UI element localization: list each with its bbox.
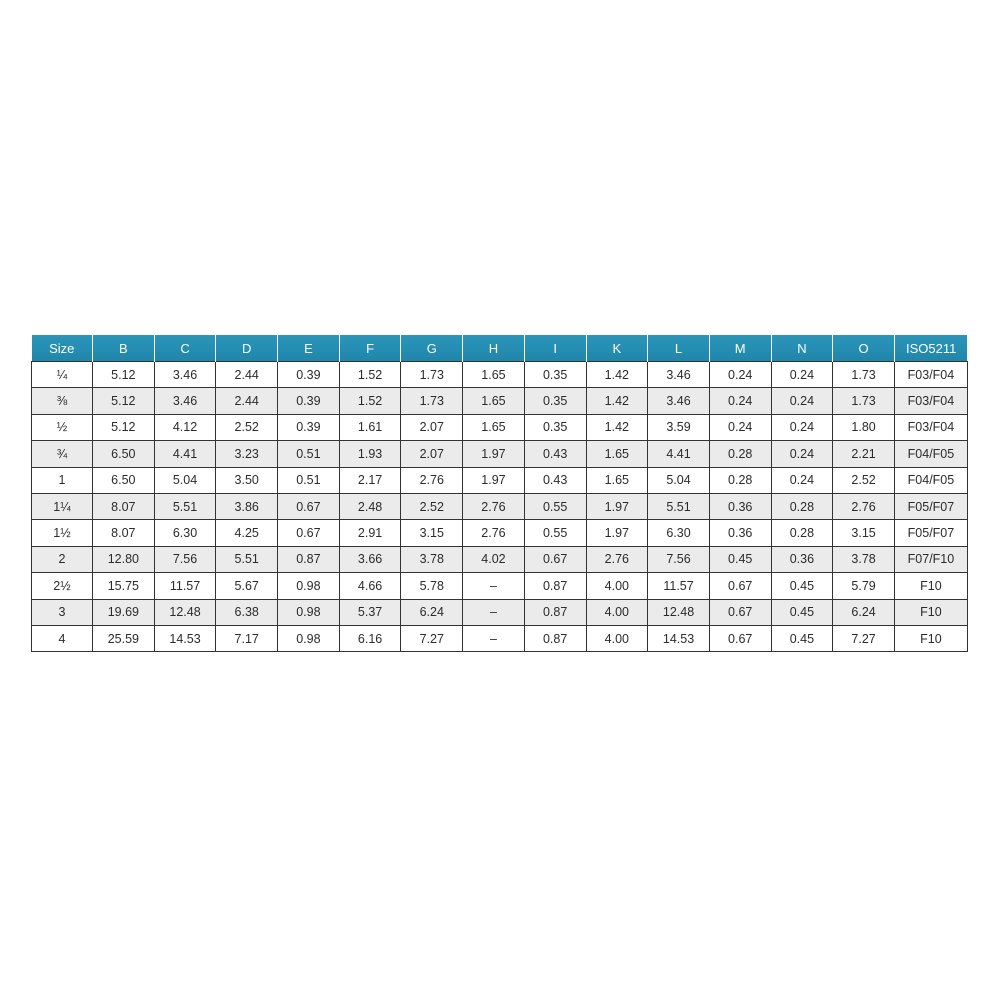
- table-row: [32, 546, 968, 572]
- table-cell: 8.07: [93, 520, 155, 546]
- table-cell: 3.59: [648, 414, 710, 440]
- table-cell: 6.30: [154, 520, 216, 546]
- column-header-c: C: [154, 335, 216, 362]
- table-cell: 1.65: [463, 362, 525, 388]
- table-cell: F05/F07: [894, 493, 967, 519]
- table-cell: 0.28: [771, 520, 833, 546]
- table-cell: 3.86: [216, 493, 278, 519]
- table-cell: 3.78: [833, 546, 895, 572]
- table-cell: 12.80: [93, 546, 155, 572]
- column-header-m: M: [709, 335, 771, 362]
- table-cell: 4.02: [463, 546, 525, 572]
- table-cell: 0.98: [278, 599, 340, 625]
- size-cell: 1: [32, 467, 93, 493]
- dimensions-table-container: [31, 335, 964, 652]
- table-cell: 3.15: [833, 520, 895, 546]
- table-cell: 0.67: [709, 625, 771, 651]
- column-header-k: K: [586, 335, 648, 362]
- table-cell: 0.45: [709, 546, 771, 572]
- column-header-iso5211: ISO5211: [894, 335, 967, 362]
- size-cell: 4: [32, 625, 93, 651]
- table-row: [32, 573, 968, 599]
- table-cell: 4.25: [216, 520, 278, 546]
- table-cell: 3.46: [648, 388, 710, 414]
- table-cell: 4.00: [586, 573, 648, 599]
- size-cell: ¼: [32, 362, 93, 388]
- table-cell: 2.21: [833, 441, 895, 467]
- table-cell: 8.07: [93, 493, 155, 519]
- table-cell: 0.35: [524, 414, 586, 440]
- table-cell: 1.65: [586, 467, 648, 493]
- table-cell: 4.41: [154, 441, 216, 467]
- table-cell: 1.73: [833, 388, 895, 414]
- table-cell: 1.52: [339, 362, 401, 388]
- table-cell: 2.44: [216, 388, 278, 414]
- table-cell: 6.50: [93, 467, 155, 493]
- table-cell: 2.52: [401, 493, 463, 519]
- column-header-b: B: [93, 335, 155, 362]
- table-cell: 0.87: [524, 573, 586, 599]
- table-cell: 7.27: [401, 625, 463, 651]
- table-cell: 3.46: [154, 362, 216, 388]
- table-cell: 3.78: [401, 546, 463, 572]
- table-cell: F03/F04: [894, 414, 967, 440]
- table-cell: 3.15: [401, 520, 463, 546]
- table-cell: 0.24: [771, 388, 833, 414]
- table-cell: 5.04: [154, 467, 216, 493]
- table-cell: 1.52: [339, 388, 401, 414]
- table-cell: 2.07: [401, 441, 463, 467]
- column-header-size: Size: [32, 335, 93, 362]
- table-cell: F10: [894, 573, 967, 599]
- table-cell: 1.97: [463, 467, 525, 493]
- table-cell: 6.24: [833, 599, 895, 625]
- table-cell: 5.79: [833, 573, 895, 599]
- table-cell: 4.41: [648, 441, 710, 467]
- table-cell: 0.67: [278, 520, 340, 546]
- table-cell: 1.93: [339, 441, 401, 467]
- table-row: [32, 362, 968, 388]
- column-header-f: F: [339, 335, 401, 362]
- table-cell: 3.23: [216, 441, 278, 467]
- table-cell: 2.76: [463, 520, 525, 546]
- table-cell: F10: [894, 599, 967, 625]
- table-row: [32, 599, 968, 625]
- table-cell: 7.56: [154, 546, 216, 572]
- table-cell: 0.45: [771, 599, 833, 625]
- table-cell: 1.61: [339, 414, 401, 440]
- column-header-i: I: [524, 335, 586, 362]
- column-header-d: D: [216, 335, 278, 362]
- table-cell: 5.04: [648, 467, 710, 493]
- table-cell: 0.36: [771, 546, 833, 572]
- table-cell: 3.46: [648, 362, 710, 388]
- table-cell: F04/F05: [894, 467, 967, 493]
- dimensions-table: [31, 335, 968, 652]
- table-cell: 0.28: [771, 493, 833, 519]
- table-cell: 0.35: [524, 362, 586, 388]
- column-header-g: G: [401, 335, 463, 362]
- table-cell: 1.80: [833, 414, 895, 440]
- table-cell: 0.45: [771, 573, 833, 599]
- table-row: [32, 520, 968, 546]
- size-cell: 1¼: [32, 493, 93, 519]
- table-cell: 2.07: [401, 414, 463, 440]
- table-cell: 0.35: [524, 388, 586, 414]
- table-row: [32, 388, 968, 414]
- table-cell: 2.91: [339, 520, 401, 546]
- size-cell: 3: [32, 599, 93, 625]
- table-cell: 1.73: [401, 362, 463, 388]
- table-cell: 0.67: [278, 493, 340, 519]
- table-cell: 25.59: [93, 625, 155, 651]
- table-cell: 11.57: [154, 573, 216, 599]
- table-cell: 0.28: [709, 441, 771, 467]
- table-cell: 1.42: [586, 388, 648, 414]
- table-cell: –: [463, 573, 525, 599]
- table-cell: 1.73: [401, 388, 463, 414]
- size-cell: ⅜: [32, 388, 93, 414]
- table-cell: 5.78: [401, 573, 463, 599]
- table-cell: 1.73: [833, 362, 895, 388]
- table-cell: 1.97: [586, 520, 648, 546]
- table-cell: 0.24: [771, 467, 833, 493]
- table-cell: 2.44: [216, 362, 278, 388]
- table-cell: F03/F04: [894, 388, 967, 414]
- table-cell: 1.42: [586, 414, 648, 440]
- table-cell: 0.55: [524, 520, 586, 546]
- table-cell: 6.24: [401, 599, 463, 625]
- table-cell: 14.53: [154, 625, 216, 651]
- table-cell: 5.51: [216, 546, 278, 572]
- table-cell: 1.97: [586, 493, 648, 519]
- table-cell: 0.98: [278, 573, 340, 599]
- table-cell: F04/F05: [894, 441, 967, 467]
- table-cell: 19.69: [93, 599, 155, 625]
- table-cell: 2.76: [833, 493, 895, 519]
- table-cell: 0.24: [709, 362, 771, 388]
- table-cell: 4.12: [154, 414, 216, 440]
- table-cell: 0.28: [709, 467, 771, 493]
- table-cell: 4.66: [339, 573, 401, 599]
- table-cell: 2.52: [833, 467, 895, 493]
- table-cell: 0.55: [524, 493, 586, 519]
- table-cell: 0.39: [278, 414, 340, 440]
- table-cell: 2.76: [463, 493, 525, 519]
- table-body: [32, 362, 968, 652]
- table-cell: 5.51: [648, 493, 710, 519]
- table-cell: 0.87: [524, 625, 586, 651]
- table-row: [32, 493, 968, 519]
- header-row: [32, 335, 968, 362]
- table-cell: 15.75: [93, 573, 155, 599]
- column-header-e: E: [278, 335, 340, 362]
- table-cell: 1.65: [463, 388, 525, 414]
- table-cell: 5.12: [93, 414, 155, 440]
- table-cell: 0.39: [278, 362, 340, 388]
- table-cell: 6.38: [216, 599, 278, 625]
- table-cell: 2.76: [586, 546, 648, 572]
- table-cell: 1.42: [586, 362, 648, 388]
- table-cell: 0.67: [709, 573, 771, 599]
- table-cell: 0.43: [524, 467, 586, 493]
- table-cell: 14.53: [648, 625, 710, 651]
- table-cell: 7.17: [216, 625, 278, 651]
- table-cell: 5.12: [93, 388, 155, 414]
- table-cell: 0.24: [771, 414, 833, 440]
- table-cell: 1.65: [463, 414, 525, 440]
- table-cell: 0.36: [709, 520, 771, 546]
- table-cell: 7.56: [648, 546, 710, 572]
- table-cell: 12.48: [648, 599, 710, 625]
- size-cell: ¾: [32, 441, 93, 467]
- table-cell: 7.27: [833, 625, 895, 651]
- table-cell: –: [463, 599, 525, 625]
- table-cell: –: [463, 625, 525, 651]
- table-cell: 3.66: [339, 546, 401, 572]
- table-cell: 4.00: [586, 599, 648, 625]
- table-cell: 6.16: [339, 625, 401, 651]
- table-cell: 2.17: [339, 467, 401, 493]
- table-cell: 1.97: [463, 441, 525, 467]
- table-cell: 5.37: [339, 599, 401, 625]
- table-row: [32, 625, 968, 651]
- table-row: [32, 441, 968, 467]
- table-cell: 0.87: [278, 546, 340, 572]
- table-cell: 2.52: [216, 414, 278, 440]
- table-cell: F10: [894, 625, 967, 651]
- table-cell: 5.67: [216, 573, 278, 599]
- table-cell: 0.39: [278, 388, 340, 414]
- table-cell: 0.67: [709, 599, 771, 625]
- table-cell: 5.51: [154, 493, 216, 519]
- table-cell: 1.65: [586, 441, 648, 467]
- table-cell: 0.98: [278, 625, 340, 651]
- table-cell: 2.76: [401, 467, 463, 493]
- table-cell: F07/F10: [894, 546, 967, 572]
- table-cell: 3.46: [154, 388, 216, 414]
- table-cell: 5.12: [93, 362, 155, 388]
- table-cell: 0.24: [771, 362, 833, 388]
- table-cell: 0.87: [524, 599, 586, 625]
- table-cell: 0.24: [709, 414, 771, 440]
- table-cell: 0.43: [524, 441, 586, 467]
- table-cell: 0.24: [771, 441, 833, 467]
- table-cell: 11.57: [648, 573, 710, 599]
- column-header-n: N: [771, 335, 833, 362]
- table-cell: 6.30: [648, 520, 710, 546]
- table-cell: 0.67: [524, 546, 586, 572]
- table-cell: 3.50: [216, 467, 278, 493]
- column-header-l: L: [648, 335, 710, 362]
- size-cell: ½: [32, 414, 93, 440]
- table-cell: F05/F07: [894, 520, 967, 546]
- table-cell: 0.51: [278, 467, 340, 493]
- table-cell: F03/F04: [894, 362, 967, 388]
- column-header-h: H: [463, 335, 525, 362]
- table-cell: 6.50: [93, 441, 155, 467]
- size-cell: 1½: [32, 520, 93, 546]
- table-cell: 0.24: [709, 388, 771, 414]
- table-cell: 2.48: [339, 493, 401, 519]
- size-cell: 2: [32, 546, 93, 572]
- table-cell: 4.00: [586, 625, 648, 651]
- table-cell: 0.51: [278, 441, 340, 467]
- table-cell: 12.48: [154, 599, 216, 625]
- table-cell: 0.36: [709, 493, 771, 519]
- table-row: [32, 467, 968, 493]
- table-header: [32, 335, 968, 362]
- table-row: [32, 414, 968, 440]
- size-cell: 2½: [32, 573, 93, 599]
- column-header-o: O: [833, 335, 895, 362]
- table-cell: 0.45: [771, 625, 833, 651]
